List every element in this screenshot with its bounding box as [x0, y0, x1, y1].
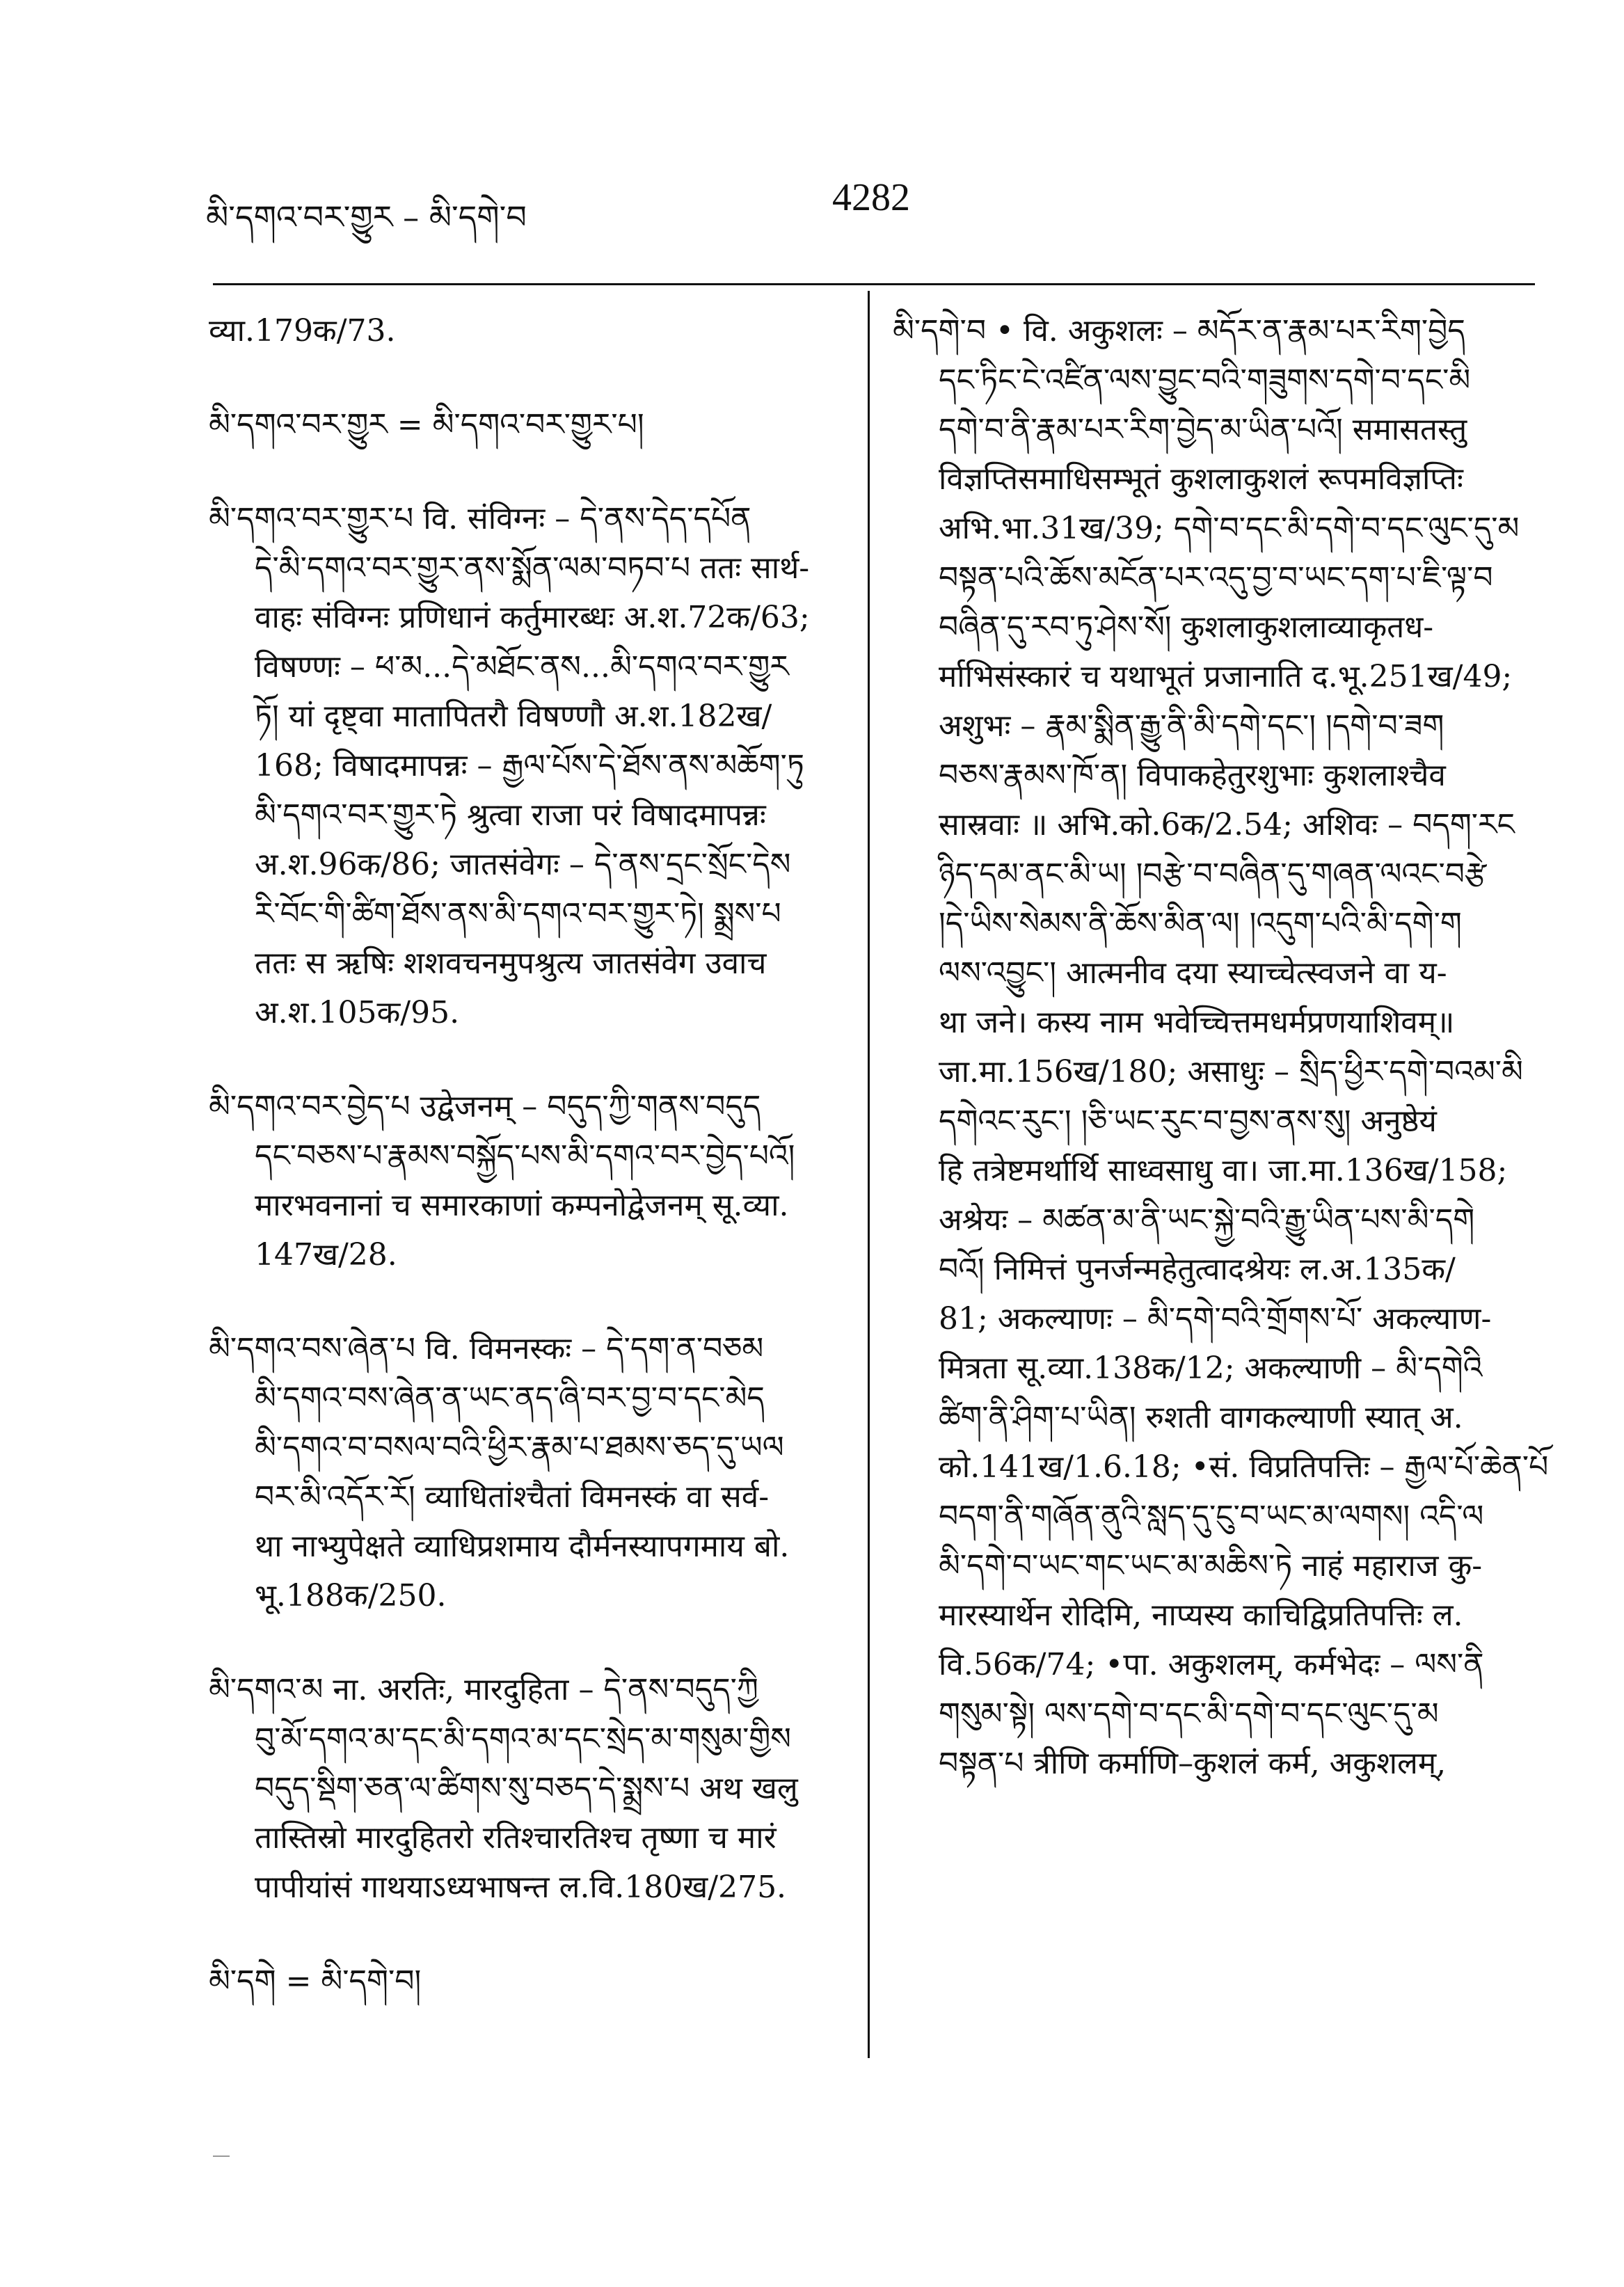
dictionary-entry: [209, 306, 842, 356]
entry-line: जा.मा.156ख/180; असाधुः – སྲིད་ཕྱིར་དགེ་བའམ་མི: [939, 1054, 1523, 1090]
entry-line: था जने। कस्य नाम भवेच्चित्तमधर्मप्रणयाशिवम्॥: [939, 1005, 1455, 1040]
entry-line: དང་ཏིང་ངེ་འཛིན་ལས་བྱུང་བའི་གཟུགས་དགེ་བ་དང་མི: [939, 362, 1471, 398]
entry-headline: མི་དགའ་བར་གྱུར = མི་དགའ་བར་གྱུར་པ།: [209, 407, 644, 443]
entry-line: དེ་མི་དགའ་བར་གྱུར་ནས་སྨོན་ལམ་བཏབ་པ ततः सार्थ-: [255, 550, 810, 586]
dictionary-entry: [209, 1324, 842, 1620]
entry-line: བདུད་སྡིག་ཅན་ལ་ཚིགས་སུ་བཅད་དེ་སྨྲས་པ अथ खलु: [255, 1771, 798, 1806]
dictionary-entry: [893, 306, 1549, 1788]
entry-line: བཞིན་དུ་རབ་ཏུ་ཤེས་སོ། कुशलाकुशलाव्याकृतध-: [939, 609, 1434, 645]
entry-line: གསུམ་སྟེ། ལས་དགེ་བ་དང་མི་དགེ་བ་དང་ལུང་དུ་མ: [939, 1696, 1439, 1732]
entry-line: था नाभ्युपेक्षते व्याधिप्रशमाय दौर्मनस्यापगमाय बो.: [255, 1529, 790, 1564]
column-divider: [868, 291, 870, 2058]
entry-line: विषण्णः – ཕ་མ...དེ་མཐོང་ནས...མི་དགའ་བར་གྱུར: [255, 649, 789, 685]
entry-line: मारभवनानां च समारकाणां कम्पनोद्वेजनम् सू.व्या.: [255, 1188, 789, 1223]
entry-line: མི་དགའ་བར་གྱུར་ཏེ श्रुत्वा राजा परं विषादमापन्नः: [255, 797, 766, 833]
entry-headline: མི་དགའ་བས་ཞེན་པ वि. विमनस्कः – དེ་དག་ན་བཅམ: [209, 1331, 764, 1366]
entry-line: मारस्यार्थेन रोदिमि, नाप्यस्य काचिद्विप्रतिपत्तिः ल.: [939, 1597, 1463, 1633]
entry-line: བུ་མོ་དགའ་མ་དང་མི་དགའ་མ་དང་སྲེད་མ་གསུམ་གྱིས: [255, 1721, 792, 1757]
dictionary-entry: [209, 1082, 842, 1280]
entry-line: र्माभिसंस्कारं च यथाभूतं प्रजानाति द.भू.251ख/49;: [939, 659, 1513, 694]
entry-line: །དེ་ཡིས་སེམས་ནི་ཆོས་མིན་ལ། །འདུག་པའི་མི་དགེ་ག: [939, 906, 1462, 941]
dictionary-entry: [209, 400, 842, 449]
entry-headline: མི་དགའ་བར་བྱེད་པ उद्वेजनम् – བདུད་ཀྱི་གནས་བདུད: [209, 1089, 761, 1124]
entry-line: མི་དགའ་བས་ཞེན་ན་ཡང་ནད་ཞི་བར་བྱ་བ་དང་མེད: [255, 1380, 765, 1416]
entry-line: ततः स ऋषिः शशवचनमुपश्रुत्य जातसंवेग उवाच: [255, 946, 767, 981]
entry-line: अ.श.96क/86; जातसंवेगः – དེ་ནས་དྲང་སྲོང་དེས: [255, 847, 791, 882]
running-head: མི་དགའ་བར་གྱུར – མི་དགེ་བ: [206, 198, 527, 236]
entry-headline: མི་དགེ = མི་དགེ་བ།: [209, 1963, 422, 1999]
entry-line: བསྟན་པའི་ཆོས་མངོན་པར་འདུ་བྱ་བ་ཡང་དག་པ་ཇི་ལྟ་བ: [939, 560, 1493, 596]
entry-line: བཅས་རྣམས་ཁོ་ན། विपाकहेतुरशुभाः कुशलाश्चैव: [939, 758, 1446, 793]
entry-line: བསྟན་པ त्रीणि कर्माणि–कुशलं कर्म, अकुशलम्,: [939, 1746, 1447, 1781]
dictionary-entry: [209, 494, 842, 1037]
header-rule: [213, 283, 1535, 285]
entry-line: भू.188क/250.: [255, 1578, 447, 1613]
dictionary-entry: [209, 1665, 842, 1912]
entry-line: को.141ख/1.6.18; •सं. विप्रतिपत्तिः – རྒྱལ་པོ་ཆེན་པོ: [939, 1449, 1549, 1485]
footer-mark: [213, 2155, 230, 2157]
entry-line: विज्ञप्तिसमाधिसम्भूतं कुशलाकुशलं रूपमविज्ञप्तिः: [939, 461, 1463, 497]
entry-line: हि तत्रेष्टमर्थार्थि साध्वसाधु वा। जा.मा.136ख/158;: [939, 1153, 1508, 1188]
entry-line: རི་བོང་གི་ཚིག་ཐོས་ནས་མི་དགའ་བར་གྱུར་ཏེ། སྨྲས་པ: [255, 896, 781, 932]
entry-line: ཉིད་དམ་ནང་མི་ཡ། །བརྩེ་བ་བཞིན་དུ་གཞན་ལའང་བརྩེ: [939, 856, 1487, 892]
entry-line: वि.56क/74; •पा. अकुशलम्, कर्मभेदः – ལས་ནི: [939, 1647, 1484, 1682]
entry-line: अशुभः – རྣམ་སྨིན་རྒྱུ་ནི་མི་དགེ་དང་། །དགེ་བ་ཟག: [939, 708, 1444, 744]
left-column: [209, 306, 842, 2006]
entry-line: ཚིག་ནི་ཤིག་པ་ཡིན། रुशती वागकल्याणी स्यात् अ.: [939, 1400, 1463, 1435]
entry-line: 147ख/28.: [255, 1237, 397, 1273]
entry-line: མི་དགའ་བ་བསལ་བའི་ཕྱིར་རྣམ་པ་ཐམས་ཅད་དུ་ཡལ: [255, 1430, 784, 1465]
entry-line: བདག་ནི་གཞོན་ནུའི་སླད་དུ་ངུ་བ་ཡང་མ་ལགས། འདི་ལ: [939, 1499, 1484, 1534]
entry-line: ཏོ། यां दृष्ट्वा मातापितरौ विषण्णौ अ.श.182ख/: [255, 699, 772, 734]
entry-line: དགེའང་རུང་། །ཅི་ཡང་རུང་བ་བྱས་ནས་སུ། अनुष्ठेयं: [939, 1103, 1437, 1139]
entry-headline: མི་དགེ་བ • वि. अकुशलः – མདོར་ན་རྣམ་པར་རིག་བྱེད: [893, 313, 1465, 349]
entry-headline: མི་དགའ་མ ना. अरतिः, मारदुहिता – དེ་ནས་བདུད་ཀྱི: [209, 1672, 758, 1707]
entry-line: वाहः संविग्नः प्रणिधानं कर्तुमारब्धः अ.श.72क/63;: [255, 600, 810, 635]
entry-line: ལས་འབྱུང་། आत्मनीव दया स्याच्चेत्स्वजने वा य-: [939, 955, 1447, 991]
entry-line: अश्रेयः – མཚན་མ་ནི་ཡང་སྐྱེ་བའི་རྒྱུ་ཡིན་པས་མི་དགེ: [939, 1202, 1475, 1238]
entry-line: पापीयांसं गाथयाऽध्यभाषन्त ल.वि.180ख/275.: [255, 1870, 787, 1905]
entry-line: མི་དགེ་བ་ཡང་གང་ཡང་མ་མཆིས་ཏེ नाहं महाराज कु-: [939, 1548, 1483, 1584]
entry-line: सास्रवाः ॥ अभि.को.6क/2.54; अशिवः – བདག་རང: [939, 807, 1515, 843]
entry-line: अ.श.105क/95.: [255, 995, 460, 1030]
entry-line: དང་བཅས་པ་རྣམས་བསྐྱོད་པས་མི་དགའ་བར་བྱེད་པའོ།: [255, 1138, 795, 1174]
entry-line: 81; अकल्याणः – མི་དགེ་བའི་གྲོགས་པོ་ अकल्याण-: [939, 1301, 1492, 1337]
entry-line: བའོ། निमित्तं पुनर्जन्महेतुत्वादश्रेयः ल.अ.135क/: [939, 1252, 1456, 1287]
entry-line: तास्तिस्रो मारदुहितरो रतिश्चारतिश्च तृष्णा च मारं: [255, 1820, 777, 1856]
entry-line: བར་མི་འདོར་རོ། व्याधितांश्चैतां विमनस्कं वा सर्व-: [255, 1479, 770, 1515]
right-column: [893, 306, 1549, 1788]
entry-line: དགེ་བ་ནི་རྣམ་པར་རིག་བྱེད་མ་ཡིན་པའོ། समासतस्तु: [939, 412, 1467, 447]
entry-line: मित्रता सू.व्या.138क/12; अकल्याणी – མི་དགེའི: [939, 1350, 1483, 1386]
page-number: 4282: [832, 176, 910, 219]
entry-headline: མི་དགའ་བར་གྱུར་པ वि. संविग्नः – དེ་ནས་དེད་དཔོན: [209, 501, 751, 536]
entry-line: 168; विषादमापन्नः – རྒྱལ་པོས་དེ་ཐོས་ནས་མཆོག་ཏུ: [255, 748, 804, 783]
entry-headline: व्या.179क/73.: [209, 313, 396, 349]
entry-line: अभि.भा.31ख/39; དགེ་བ་དང་མི་དགེ་བ་དང་ལུང་དུ་མ: [939, 511, 1520, 546]
dictionary-entry: [209, 1957, 842, 2006]
